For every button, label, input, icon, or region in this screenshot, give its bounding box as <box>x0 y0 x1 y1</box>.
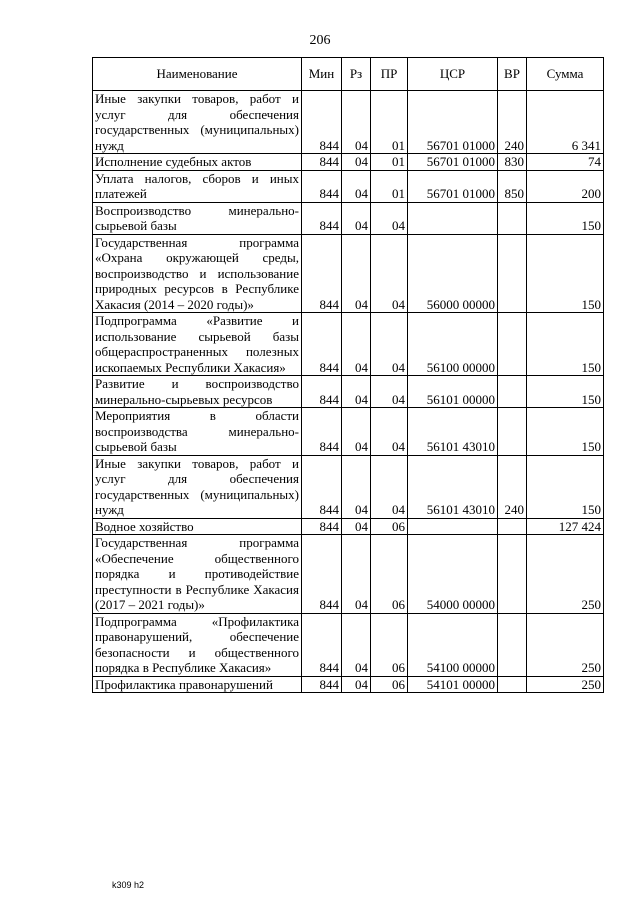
table-row <box>93 202 604 234</box>
cell-csr: 54000 00000 <box>408 535 498 614</box>
cell-csr: 56100 00000 <box>408 313 498 376</box>
cell-pr: 06 <box>371 676 408 693</box>
cell-min: 844 <box>302 455 342 518</box>
cell-rz: 04 <box>342 518 371 535</box>
footer-code: k309 h2 <box>112 880 145 890</box>
budget-table <box>92 57 604 693</box>
cell-name: Государственная программа «Обеспечение общественного порядка и противодействие преступности в Республике Хакасия (2017 – 2021 годы)» <box>93 535 302 614</box>
cell-name: Исполнение судебных актов <box>93 154 302 171</box>
cell-sum: 250 <box>527 613 604 676</box>
cell-csr <box>408 518 498 535</box>
cell-rz: 04 <box>342 234 371 313</box>
cell-sum: 150 <box>527 455 604 518</box>
cell-rz: 04 <box>342 408 371 456</box>
header-sum: Сумма <box>527 58 604 91</box>
cell-vr <box>498 535 527 614</box>
cell-csr: 56701 01000 <box>408 91 498 154</box>
cell-sum: 250 <box>527 535 604 614</box>
cell-pr: 01 <box>371 170 408 202</box>
cell-vr <box>498 234 527 313</box>
header-min: Мин <box>302 58 342 91</box>
table-row <box>93 313 604 376</box>
cell-csr: 56701 01000 <box>408 154 498 171</box>
table-header-row <box>93 58 604 91</box>
table-row <box>93 170 604 202</box>
cell-sum: 150 <box>527 376 604 408</box>
table-row <box>93 518 604 535</box>
cell-sum: 200 <box>527 170 604 202</box>
header-vr: ВР <box>498 58 527 91</box>
cell-csr: 54101 00000 <box>408 676 498 693</box>
cell-vr: 240 <box>498 455 527 518</box>
cell-sum: 127 424 <box>527 518 604 535</box>
cell-min: 844 <box>302 535 342 614</box>
cell-pr: 04 <box>371 376 408 408</box>
cell-csr <box>408 202 498 234</box>
table-row <box>93 455 604 518</box>
cell-pr: 04 <box>371 202 408 234</box>
cell-rz: 04 <box>342 313 371 376</box>
cell-vr <box>498 613 527 676</box>
cell-rz: 04 <box>342 91 371 154</box>
cell-csr: 56101 43010 <box>408 455 498 518</box>
cell-rz: 04 <box>342 154 371 171</box>
table-row <box>93 154 604 171</box>
cell-vr: 850 <box>498 170 527 202</box>
cell-vr <box>498 676 527 693</box>
cell-min: 844 <box>302 676 342 693</box>
table-body <box>93 91 604 693</box>
cell-min: 844 <box>302 376 342 408</box>
cell-sum: 6 341 <box>527 91 604 154</box>
cell-vr <box>498 313 527 376</box>
cell-name: Уплата налогов, сборов и иных платежей <box>93 170 302 202</box>
cell-rz: 04 <box>342 455 371 518</box>
cell-sum: 150 <box>527 202 604 234</box>
cell-rz: 04 <box>342 613 371 676</box>
cell-pr: 04 <box>371 234 408 313</box>
cell-name: Подпрограмма «Развитие и использование сырьевой базы общераспространенных полезных ископаемых Республики Хакасия» <box>93 313 302 376</box>
cell-pr: 06 <box>371 613 408 676</box>
cell-name: Профилактика правонарушений <box>93 676 302 693</box>
header-csr: ЦСР <box>408 58 498 91</box>
cell-name: Мероприятия в области воспроизводства минерально-сырьевой базы <box>93 408 302 456</box>
cell-sum: 74 <box>527 154 604 171</box>
cell-pr: 01 <box>371 91 408 154</box>
cell-vr <box>498 376 527 408</box>
header-rz: Рз <box>342 58 371 91</box>
cell-csr: 56701 01000 <box>408 170 498 202</box>
cell-vr: 240 <box>498 91 527 154</box>
cell-vr <box>498 408 527 456</box>
cell-min: 844 <box>302 202 342 234</box>
cell-pr: 04 <box>371 455 408 518</box>
cell-min: 844 <box>302 170 342 202</box>
cell-vr <box>498 518 527 535</box>
cell-rz: 04 <box>342 376 371 408</box>
table-row <box>93 408 604 456</box>
cell-name: Развитие и воспроизводство минерально-сырьевых ресурсов <box>93 376 302 408</box>
cell-pr: 06 <box>371 535 408 614</box>
header-pr: ПР <box>371 58 408 91</box>
header-name: Наименование <box>93 58 302 91</box>
table-row <box>93 535 604 614</box>
cell-name: Иные закупки товаров, работ и услуг для обеспечения государственных (муниципальных) нужд <box>93 91 302 154</box>
cell-min: 844 <box>302 613 342 676</box>
cell-name: Воспроизводство минерально-сырьевой базы <box>93 202 302 234</box>
table-row <box>93 376 604 408</box>
cell-min: 844 <box>302 408 342 456</box>
cell-csr: 56101 00000 <box>408 376 498 408</box>
cell-name: Иные закупки товаров, работ и услуг для обеспечения государственных (муниципальных) нужд <box>93 455 302 518</box>
cell-pr: 06 <box>371 518 408 535</box>
cell-pr: 04 <box>371 408 408 456</box>
cell-pr: 01 <box>371 154 408 171</box>
cell-rz: 04 <box>342 170 371 202</box>
cell-sum: 150 <box>527 234 604 313</box>
cell-sum: 250 <box>527 676 604 693</box>
cell-rz: 04 <box>342 202 371 234</box>
cell-rz: 04 <box>342 676 371 693</box>
cell-name: Водное хозяйство <box>93 518 302 535</box>
cell-name: Государственная программа «Охрана окружающей среды, воспроизводство и использование природных ресурсов в Республике Хакасия (2014 – 2020 годы)» <box>93 234 302 313</box>
table-row <box>93 613 604 676</box>
cell-min: 844 <box>302 234 342 313</box>
cell-rz: 04 <box>342 535 371 614</box>
cell-min: 844 <box>302 154 342 171</box>
cell-csr: 56101 43010 <box>408 408 498 456</box>
cell-pr: 04 <box>371 313 408 376</box>
cell-min: 844 <box>302 313 342 376</box>
cell-min: 844 <box>302 91 342 154</box>
cell-vr: 830 <box>498 154 527 171</box>
table-row <box>93 91 604 154</box>
page-number: 206 <box>309 33 331 48</box>
cell-csr: 56000 00000 <box>408 234 498 313</box>
cell-min: 844 <box>302 518 342 535</box>
table-row <box>93 676 604 693</box>
table-row <box>93 234 604 313</box>
cell-vr <box>498 202 527 234</box>
cell-sum: 150 <box>527 313 604 376</box>
cell-csr: 54100 00000 <box>408 613 498 676</box>
cell-name: Подпрограмма «Профилактика правонарушений, обеспечение безопасности и общественного порядка в Республике Хакасия» <box>93 613 302 676</box>
cell-sum: 150 <box>527 408 604 456</box>
